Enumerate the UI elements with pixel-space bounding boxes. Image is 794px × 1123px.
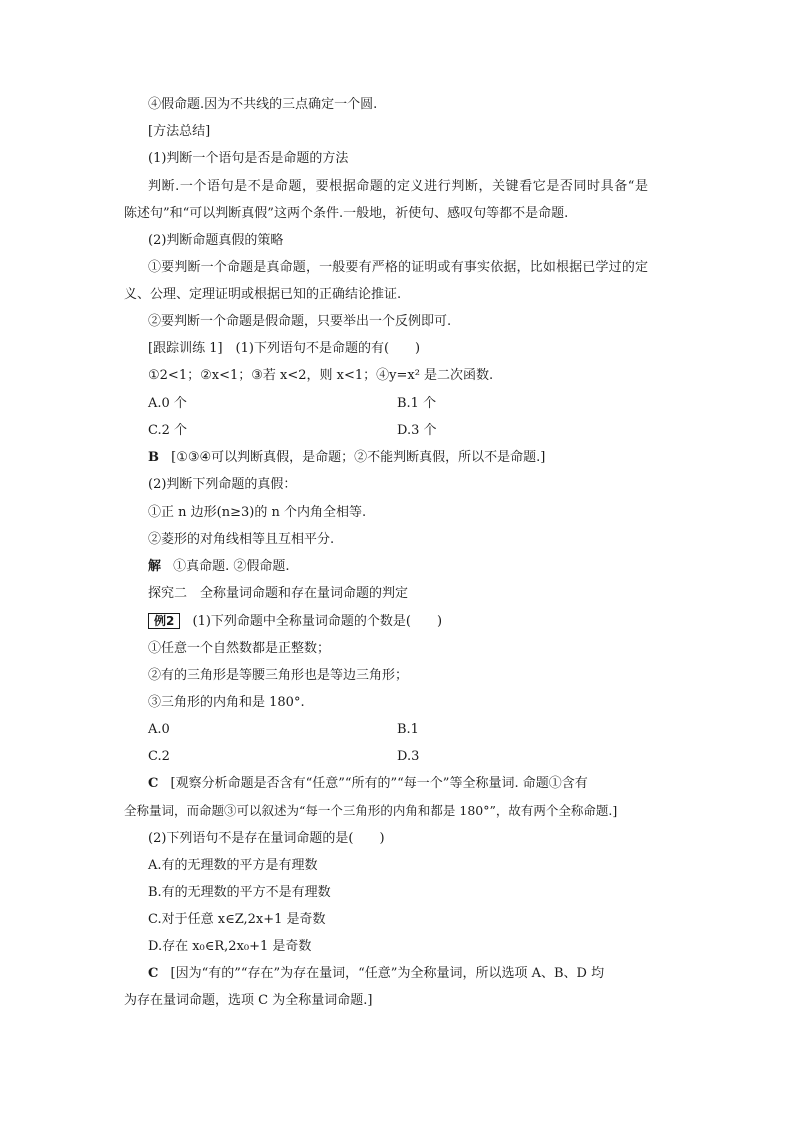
text-line: 为存在量词命题，选项 C 为全称量词命题.]	[124, 993, 373, 1008]
example-badge: 例2	[148, 613, 180, 629]
text-line: ②菱形的对角线相等且互相平分.	[148, 532, 335, 547]
option-c: C.2	[148, 749, 170, 764]
solution-text: ①真命题. ②假命题.	[173, 559, 290, 574]
option-b: B.有的无理数的平方不是有理数	[148, 885, 331, 900]
answer-explanation: [观察分析命题是否含有“任意”“所有的”“每一个”等全称量词. 命题①含有	[170, 776, 588, 791]
text-line: ①正 n 边形(n≥3)的 n 个内角全相等.	[148, 505, 367, 520]
text-line: 义、公理、定理证明或根据已知的正确结论推证.	[124, 287, 402, 302]
option-d: D.3 个	[397, 423, 437, 438]
example-line	[148, 613, 442, 630]
option-c: C.2 个	[148, 423, 188, 438]
option-a: A.0 个	[148, 396, 187, 411]
answer-line	[148, 966, 604, 982]
solution-label: 解	[148, 559, 162, 574]
answer-explanation: [①③④可以判断真假，是命题；②不能判断真假，所以不是命题.]	[171, 450, 546, 465]
exercise-heading: [跟踪训练 1] (1)下列语句不是命题的有( )	[148, 341, 421, 356]
section-title: 探究二 全称量词命题和存在量词命题的判定	[148, 586, 409, 601]
text-line: ①2<1；②x<1；③若 x<2，则 x<1；④y=x² 是二次函数.	[148, 368, 494, 383]
option-a: A.0	[148, 722, 170, 737]
text-line: ②要判断一个命题是假命题，只要举出一个反例即可.	[148, 314, 452, 329]
answer-explanation: [因为“有的”“存在”为存在量词，“任意”为全称量词，所以选项 A、B、D 均	[170, 966, 605, 981]
text-line: ①任意一个自然数都是正整数；	[148, 641, 331, 656]
text-line: 全称量词，而命题③可以叙述为“每一个三角形的内角和都是 180°”，故有两个全称命题.]	[124, 803, 618, 818]
answer-line	[148, 776, 648, 792]
text-line: ②有的三角形是等腰三角形也是等边三角形；	[148, 668, 409, 683]
text-line: 判断.一个语句是不是命题，要根据命题的定义进行判断，关键看它是否同时具备“是	[148, 179, 648, 194]
option-b: B.1	[397, 722, 419, 737]
option-a: A.有的无理数的平方是有理数	[148, 858, 318, 873]
answer-line	[148, 450, 545, 466]
answer-letter: C	[148, 966, 159, 981]
text-line: 陈述句”和“可以判断真假”这两个条件.一般地，祈使句、感叹句等都不是命题.	[124, 206, 569, 221]
answer-letter: C	[148, 776, 159, 791]
text-line: (1)判断一个语句是否是命题的方法	[148, 151, 349, 166]
section-heading: [方法总结]	[148, 124, 211, 139]
option-c: C.对于任意 x∈Z,2x+1 是奇数	[148, 912, 326, 927]
option-b: B.1 个	[397, 396, 437, 411]
text-line: (2)判断命题真假的策略	[148, 233, 284, 248]
text-line: (2)判断下列命题的真假：	[148, 477, 297, 492]
text-line: ①要判断一个命题是真命题，一般要有严格的证明或有事实依据，比如根据已学过的定	[148, 260, 648, 275]
text-line: (2)下列语句不是存在量词命题的是( )	[148, 831, 385, 846]
example-question: (1)下列命题中全称量词命题的个数是( )	[192, 614, 443, 629]
option-d: D.3	[397, 749, 420, 764]
answer-letter: B	[148, 450, 159, 465]
solution-line	[148, 559, 290, 575]
text-line: ④假命题.因为不共线的三点确定一个圆.	[148, 97, 378, 112]
text-line: ③三角形的内角和是 180°.	[148, 695, 305, 710]
option-d: D.存在 x₀∈R,2x₀+1 是奇数	[148, 939, 312, 954]
